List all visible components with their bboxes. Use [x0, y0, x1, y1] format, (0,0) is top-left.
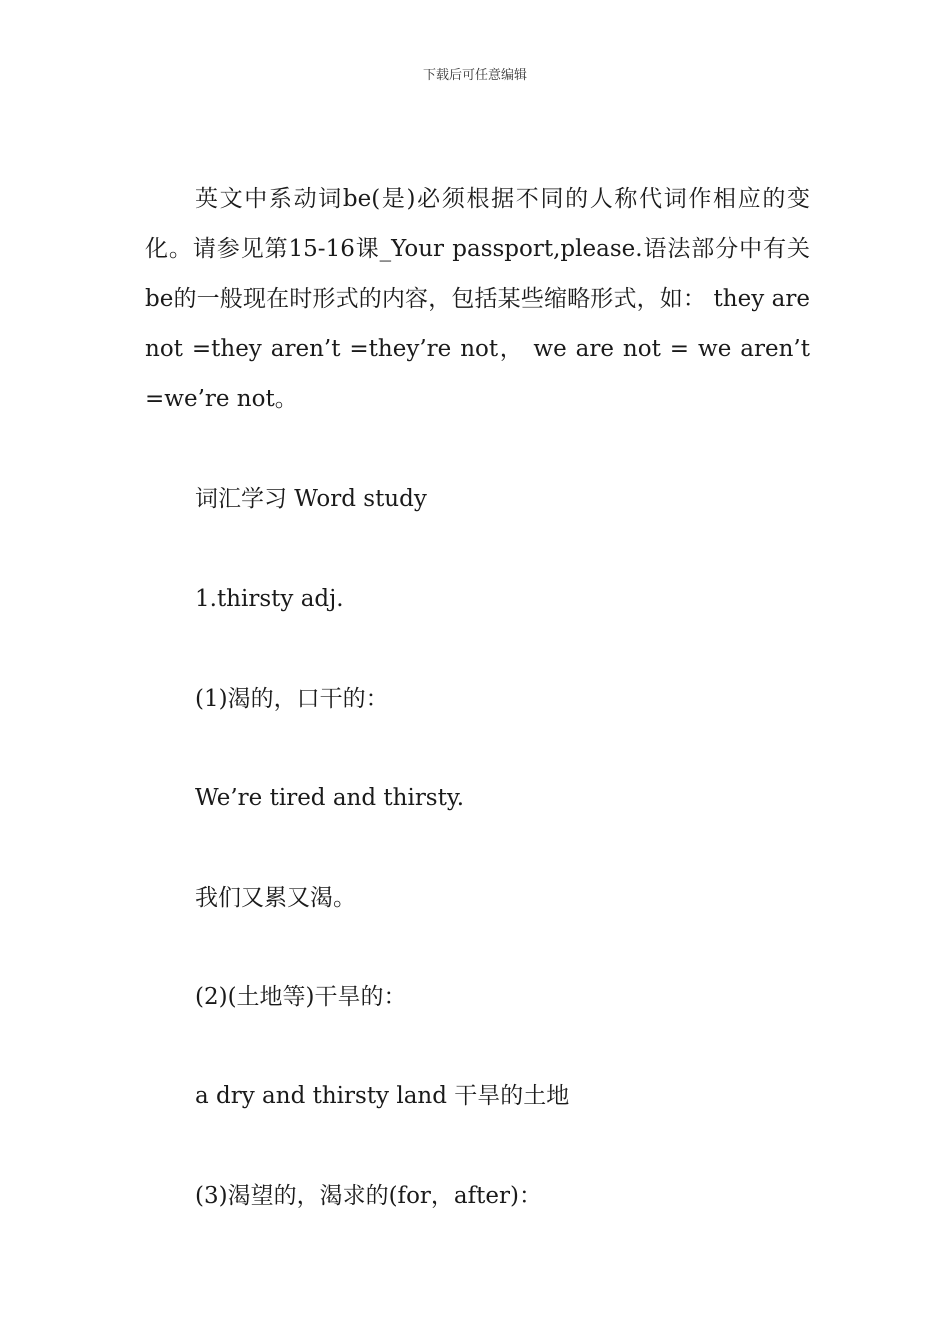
sense-3: (3)渴望的，渴求的(for，after)：	[195, 1183, 542, 1209]
example-1-chinese: 我们又累又渴。	[195, 885, 356, 911]
sense-1: (1)渴的，口干的：	[195, 686, 389, 712]
intro-paragraph: 英文中系动词be(是)必须根据不同的人称代词作相应的变化。请参见第15-16课_Your passport,please.语法部分中有关be的一般现在时形式的内容，包括某些缩略形式，如： they are not =they aren’t =they’re not， we are not = we aren’t =we’re not。	[145, 186, 810, 412]
page-header: 下载后可任意编辑	[422, 68, 527, 83]
word-study-heading: 词汇学习 Word study	[195, 486, 427, 512]
vocab-item-thirsty: 1.thirsty adj.	[195, 586, 344, 612]
example-2: a dry and thirsty land 干旱的土地	[195, 1083, 570, 1109]
sense-2: (2)(土地等)干旱的：	[195, 984, 407, 1010]
example-1-english: We’re tired and thirsty.	[195, 785, 465, 811]
